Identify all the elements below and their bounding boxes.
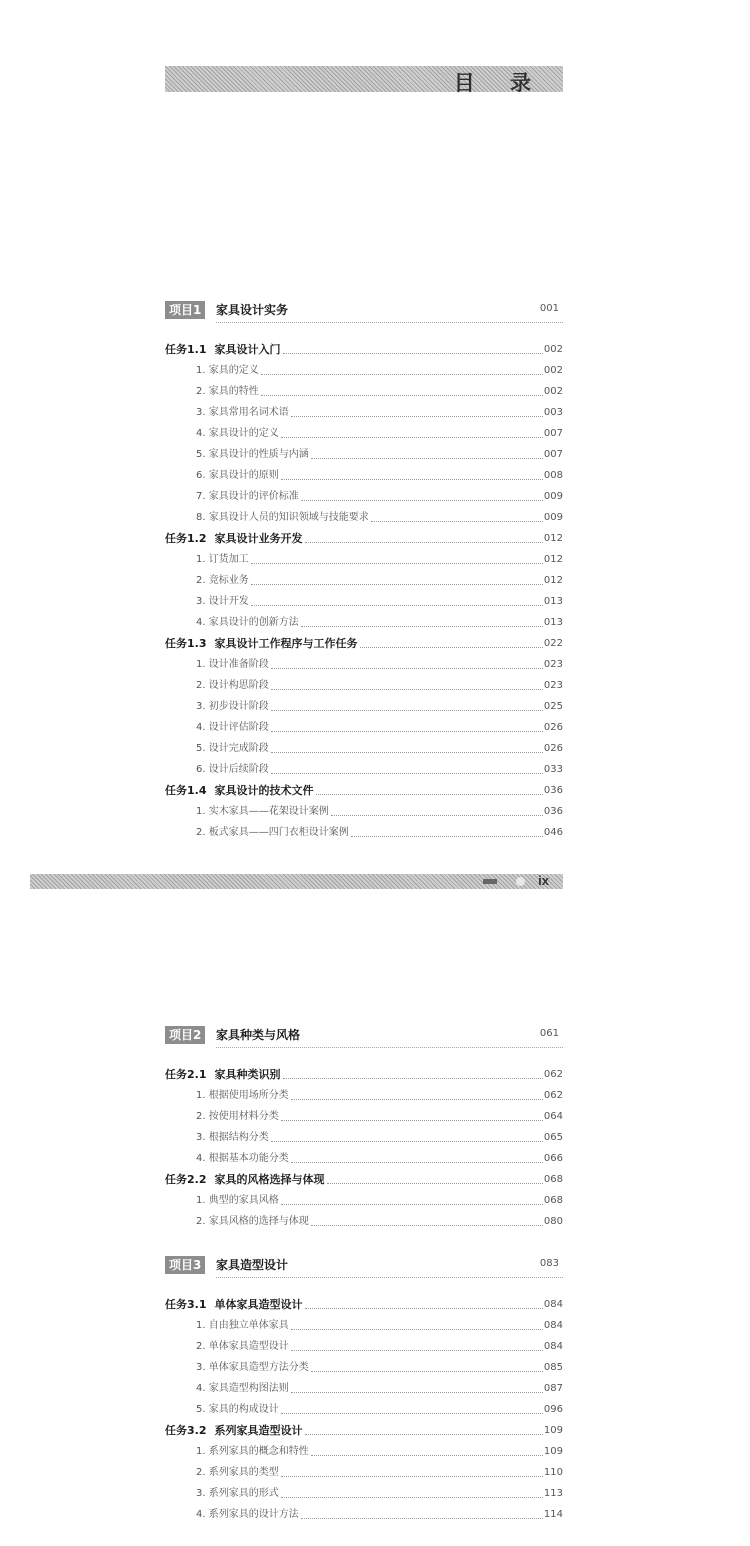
task-title: 家具的风格选择与体现 (214, 1173, 325, 1186)
item-page: 008 (543, 470, 563, 481)
page-footer-bar (30, 874, 563, 889)
item-page: 025 (543, 701, 563, 712)
dot-leader (311, 1371, 543, 1372)
item-page: 109 (543, 1446, 563, 1457)
dot-leader (281, 1497, 543, 1498)
task-title: 家具设计业务开发 (214, 532, 303, 545)
item-label: 3. 家具常用名词术语 (196, 407, 289, 418)
project-badge: 项目3 (165, 1256, 205, 1274)
project-rule (216, 322, 563, 323)
dot-leader (271, 710, 543, 711)
item-page: 110 (543, 1467, 563, 1478)
item-page: 007 (543, 428, 563, 439)
project-heading[interactable] (165, 300, 563, 320)
item-page: 012 (543, 554, 563, 565)
item-label: 4. 根据基本功能分类 (196, 1153, 289, 1164)
task-page: 002 (543, 344, 563, 355)
toc-item-row[interactable] (165, 1151, 563, 1167)
task-number: 任务1.1 (165, 343, 207, 356)
project-page: 061 (539, 1028, 559, 1039)
dot-leader (281, 437, 543, 438)
item-page: 009 (543, 512, 563, 523)
item-label: 4. 家具造型构图法则 (196, 1383, 289, 1394)
dot-leader (271, 1141, 543, 1142)
item-page: 023 (543, 659, 563, 670)
toc-item-row[interactable] (165, 1214, 563, 1230)
item-label: 5. 家具的构成设计 (196, 1404, 279, 1415)
toc-item-row[interactable] (165, 1360, 563, 1376)
item-label: 2. 家具的特性 (196, 386, 259, 397)
dot-leader (271, 668, 543, 669)
dot-leader (327, 1183, 543, 1184)
item-label: 3. 单体家具造型方法分类 (196, 1362, 309, 1373)
toc-item-row[interactable] (165, 678, 563, 694)
toc-item-row[interactable] (165, 1402, 563, 1418)
dot-leader (283, 1078, 543, 1079)
item-page: 026 (543, 743, 563, 754)
item-page: 012 (543, 575, 563, 586)
toc-item-row[interactable] (165, 1465, 563, 1481)
toc-item-row[interactable] (165, 552, 563, 568)
dot-leader (305, 1434, 543, 1435)
item-page: 046 (543, 827, 563, 838)
toc-item-row[interactable] (165, 363, 563, 379)
item-page: 087 (543, 1383, 563, 1394)
dot-leader (331, 815, 543, 816)
item-page: 002 (543, 386, 563, 397)
item-page: 065 (543, 1132, 563, 1143)
dot-leader (305, 542, 543, 543)
dot-leader (281, 1413, 543, 1414)
toc-task-row[interactable] (165, 636, 563, 652)
task-title: 家具种类识别 (214, 1068, 281, 1081)
toc-item-row[interactable] (165, 468, 563, 484)
project-title: 家具造型设计 (216, 1258, 289, 1272)
dot-leader (311, 1455, 543, 1456)
toc-item-row[interactable] (165, 615, 563, 631)
dot-leader (291, 1392, 543, 1393)
dot-leader (291, 1350, 543, 1351)
item-page: 062 (543, 1090, 563, 1101)
toc-item-row[interactable] (165, 447, 563, 463)
project-badge: 项目1 (165, 301, 205, 319)
item-label: 1. 根据使用场所分类 (196, 1090, 289, 1101)
task-number: 任务1.2 (165, 532, 207, 545)
toc-task-row[interactable] (165, 342, 563, 358)
task-page: 012 (543, 533, 563, 544)
toc-item-row[interactable] (165, 489, 563, 505)
dot-leader (261, 395, 543, 396)
item-label: 3. 设计开发 (196, 596, 249, 607)
toc-item-row[interactable] (165, 1444, 563, 1460)
task-title: 系列家具造型设计 (214, 1424, 303, 1437)
item-page: 033 (543, 764, 563, 775)
task-title: 单体家具造型设计 (214, 1298, 303, 1311)
dot-leader (305, 1308, 543, 1309)
toc-item-row[interactable] (165, 510, 563, 526)
project-title: 家具种类与风格 (216, 1028, 301, 1042)
task-page: 062 (543, 1069, 563, 1080)
toc-item-row[interactable] (165, 657, 563, 673)
dot-leader (301, 626, 543, 627)
item-label: 2. 竞标业务 (196, 575, 249, 586)
item-page: 036 (543, 806, 563, 817)
dot-leader (271, 731, 543, 732)
item-label: 2. 家具风格的选择与体现 (196, 1216, 309, 1227)
task-title: 家具设计的技术文件 (214, 784, 314, 797)
item-label: 3. 初步设计阶段 (196, 701, 269, 712)
toc-item-row[interactable] (165, 1381, 563, 1397)
task-page: 036 (543, 785, 563, 796)
dot-leader (291, 1329, 543, 1330)
toc-item-row[interactable] (165, 741, 563, 757)
item-page: 023 (543, 680, 563, 691)
contents-header-bar (165, 66, 563, 95)
task-title: 家具设计工作程序与工作任务 (214, 637, 358, 650)
toc-item-row[interactable] (165, 426, 563, 442)
item-label: 1. 实木家具——花架设计案例 (196, 806, 329, 817)
toc-task-row[interactable] (165, 531, 563, 547)
footer-page-number: ix (538, 873, 549, 888)
toc-task-row[interactable] (165, 783, 563, 799)
item-page: 096 (543, 1404, 563, 1415)
task-number: 任务2.1 (165, 1068, 207, 1081)
task-page: 109 (543, 1425, 563, 1436)
dot-leader (291, 1162, 543, 1163)
item-page: 026 (543, 722, 563, 733)
toc-item-row[interactable] (165, 594, 563, 610)
item-page: 009 (543, 491, 563, 502)
task-number: 任务3.1 (165, 1298, 207, 1311)
item-label: 8. 家具设计人员的知识领域与技能要求 (196, 512, 369, 523)
project-badge: 项目2 (165, 1026, 205, 1044)
task-page: 068 (543, 1174, 563, 1185)
item-page: 084 (543, 1341, 563, 1352)
dot-leader (251, 584, 543, 585)
item-page: 085 (543, 1362, 563, 1373)
dot-leader (371, 521, 543, 522)
item-page: 007 (543, 449, 563, 460)
item-page: 080 (543, 1216, 563, 1227)
dot-leader (261, 374, 543, 375)
project-page: 001 (539, 303, 559, 314)
item-label: 3. 根据结构分类 (196, 1132, 269, 1143)
dot-leader (291, 1099, 543, 1100)
dot-leader (360, 647, 543, 648)
item-label: 4. 设计评估阶段 (196, 722, 269, 733)
item-label: 1. 订货加工 (196, 554, 249, 565)
toc-item-row[interactable] (165, 1130, 563, 1146)
toc-item-row[interactable] (165, 384, 563, 400)
item-page: 114 (543, 1509, 563, 1520)
item-page: 002 (543, 365, 563, 376)
item-page: 084 (543, 1320, 563, 1331)
toc-item-row[interactable] (165, 762, 563, 778)
task-number: 任务2.2 (165, 1173, 207, 1186)
item-page: 113 (543, 1488, 563, 1499)
toc-item-row[interactable] (165, 804, 563, 820)
toc-item-row[interactable] (165, 699, 563, 715)
item-label: 1. 家具的定义 (196, 365, 259, 376)
task-title: 家具设计入门 (214, 343, 281, 356)
dot-leader (301, 500, 543, 501)
item-label: 2. 设计构思阶段 (196, 680, 269, 691)
item-label: 2. 系列家具的类型 (196, 1467, 279, 1478)
toc-task-row[interactable] (165, 1297, 563, 1313)
item-label: 5. 设计完成阶段 (196, 743, 269, 754)
project-rule (216, 1047, 563, 1048)
project-heading[interactable] (165, 1255, 563, 1275)
item-label: 2. 板式家具——四门衣柜设计案例 (196, 827, 349, 838)
dot-leader (281, 1120, 543, 1121)
item-label: 1. 典型的家具风格 (196, 1195, 279, 1206)
footer-marker-icon (483, 879, 497, 884)
item-label: 4. 家具设计的定义 (196, 428, 279, 439)
dot-leader (251, 563, 543, 564)
item-page: 003 (543, 407, 563, 418)
project-rule (216, 1277, 563, 1278)
dot-leader (311, 1225, 543, 1226)
item-label: 1. 系列家具的概念和特性 (196, 1446, 309, 1457)
dot-leader (283, 353, 543, 354)
item-page: 064 (543, 1111, 563, 1122)
item-label: 3. 系列家具的形式 (196, 1488, 279, 1499)
toc-item-row[interactable] (165, 573, 563, 589)
contents-title: 目 录 (453, 71, 545, 95)
toc-item-row[interactable] (165, 1486, 563, 1502)
project-title: 家具设计实务 (216, 303, 289, 317)
dot-leader (271, 689, 543, 690)
item-page: 066 (543, 1153, 563, 1164)
dot-leader (281, 1204, 543, 1205)
dot-leader (251, 605, 543, 606)
toc-item-row[interactable] (165, 1193, 563, 1209)
toc-item-row[interactable] (165, 825, 563, 841)
dot-leader (271, 752, 543, 753)
dot-leader (271, 773, 543, 774)
item-label: 1. 设计准备阶段 (196, 659, 269, 670)
task-page: 084 (543, 1299, 563, 1310)
item-label: 4. 系列家具的设计方法 (196, 1509, 299, 1520)
task-number: 任务3.2 (165, 1424, 207, 1437)
toc-task-row[interactable] (165, 1423, 563, 1439)
task-page: 022 (543, 638, 563, 649)
toc-item-row[interactable] (165, 720, 563, 736)
toc-item-row[interactable] (165, 1109, 563, 1125)
toc-task-row[interactable] (165, 1067, 563, 1083)
project-page: 083 (539, 1258, 559, 1269)
dot-leader (281, 479, 543, 480)
item-label: 2. 单体家具造型设计 (196, 1341, 289, 1352)
task-number: 任务1.4 (165, 784, 207, 797)
toc-item-row[interactable] (165, 1507, 563, 1523)
toc-item-row[interactable] (165, 1318, 563, 1334)
item-label: 1. 自由独立单体家具 (196, 1320, 289, 1331)
toc-item-row[interactable] (165, 405, 563, 421)
dot-leader (351, 836, 543, 837)
item-label: 6. 设计后续阶段 (196, 764, 269, 775)
item-page: 013 (543, 596, 563, 607)
item-label: 5. 家具设计的性质与内涵 (196, 449, 309, 460)
toc-item-row[interactable] (165, 1088, 563, 1104)
dot-leader (301, 1518, 543, 1519)
item-label: 7. 家具设计的评价标准 (196, 491, 299, 502)
toc-task-row[interactable] (165, 1172, 563, 1188)
toc-item-row[interactable] (165, 1339, 563, 1355)
dot-leader (281, 1476, 543, 1477)
dot-leader (291, 416, 543, 417)
footer-dot-icon (516, 877, 525, 886)
dot-leader (316, 794, 543, 795)
item-page: 013 (543, 617, 563, 628)
item-label: 2. 按使用材料分类 (196, 1111, 279, 1122)
project-heading[interactable] (165, 1025, 563, 1045)
task-number: 任务1.3 (165, 637, 207, 650)
item-label: 4. 家具设计的创新方法 (196, 617, 299, 628)
item-label: 6. 家具设计的原则 (196, 470, 279, 481)
item-page: 068 (543, 1195, 563, 1206)
dot-leader (311, 458, 543, 459)
